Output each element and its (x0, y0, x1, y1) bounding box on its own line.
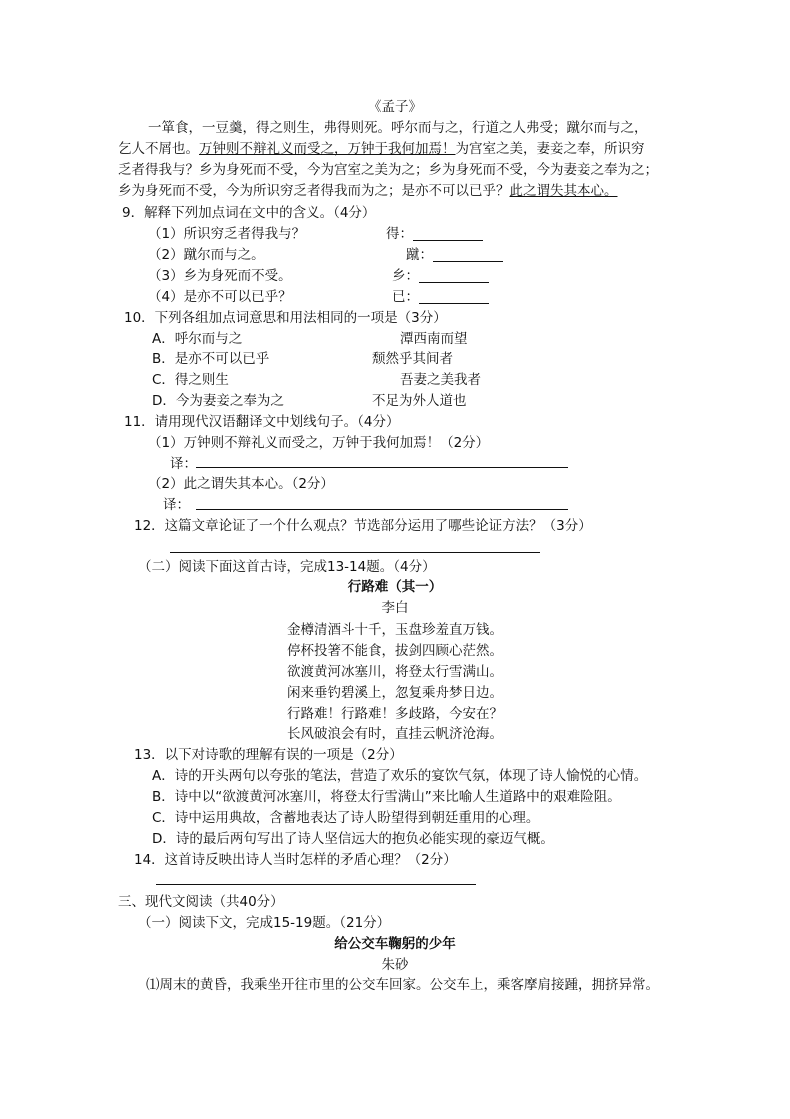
essay-title (0, 934, 790, 954)
q9-label: 蹴： (406, 247, 433, 263)
q10-option-d[interactable]: D．今为妻妾之奉为之 (152, 393, 284, 409)
question-10-stem: 10．下列各组加点词意思和用法相同的一项是（3分） (124, 310, 447, 326)
q13-option-b[interactable]: B．诗中以“欲渡黄河冰塞川，将登太行雪满山”来比喻人生道路中的艰难险阻。 (152, 789, 621, 805)
answer-line[interactable] (196, 509, 568, 510)
q10-option-c-compare: 吾妻之美我者 (400, 372, 481, 388)
q11-sentence-1: （1）万钟则不辩礼义而受之，万钟于我何加焉！（2分） (148, 435, 490, 451)
answer-blank[interactable] (413, 226, 483, 241)
q9-label: 已： (392, 289, 419, 305)
q9-answer-4[interactable] (392, 287, 489, 307)
underlined-sentence-1: 万钟则不辩礼义而受之，万钟于我何加焉！ (199, 141, 456, 157)
passage-text: 乞人不屑也。 (118, 141, 199, 157)
q10-option-c[interactable]: C．得之则生 (152, 372, 229, 388)
q9-label: 乡： (392, 268, 419, 284)
passage-line-4 (118, 181, 618, 201)
poem-line-2: 停杯投箸不能食，拔剑四顾心茫然。 (287, 643, 503, 659)
q10-option-a[interactable]: A．呼尔而与之 (152, 331, 243, 347)
passage-title: 《孟子》 (368, 99, 422, 115)
answer-line[interactable] (170, 552, 540, 553)
q9-label: 得： (386, 226, 413, 242)
poem-author: 李白 (381, 600, 409, 616)
q10-option-d-compare: 不足为外人道也 (372, 393, 467, 409)
q9-answer-1[interactable] (386, 224, 483, 244)
question-9-stem: 9．解释下列加点词在文中的含义。（4分） (122, 205, 376, 221)
poem-title-text: 行路难（其一） (347, 579, 443, 595)
passage-line-2 (118, 139, 645, 159)
section-3-sub: （一）阅读下文，完成15-19题。（21分） (138, 915, 391, 931)
passage-line-3: 乏者得我与？乡为身死而不受，今为宫室之美为之；乡为身死而不受，今为妻妾之奉为之； (118, 162, 658, 178)
q9-item-1: （1）所识穷乏者得我与？ (148, 226, 306, 242)
q11-sentence-2: （2）此之谓失其本心。（2分） (148, 476, 334, 492)
poem-title (0, 577, 790, 597)
passage-text: 乡为身死而不受，今为所识穷乏者得我而为之；是亦不可以已乎？ (118, 183, 510, 199)
q10-option-b[interactable]: B．是亦不可以已乎 (152, 351, 270, 367)
essay-paragraph-1: ⑴周末的黄昏，我乘坐开往市里的公交车回家。公交车上，乘客摩肩接踵，拥挤异常。 (146, 977, 659, 993)
underlined-sentence-2: 此之谓失其本心。 (509, 183, 618, 199)
answer-line[interactable] (156, 884, 476, 885)
passage-text: 为宫室之美，妻妾之奉，所识穷 (455, 141, 645, 157)
q11-translate-label-2: 译： (163, 497, 190, 513)
answer-blank[interactable] (419, 268, 489, 283)
q10-option-b-compare: 颓然乎其间者 (372, 351, 453, 367)
q9-answer-2[interactable] (406, 245, 503, 265)
q9-answer-3[interactable] (392, 266, 489, 286)
question-11-stem: 11．请用现代汉语翻译文中划线句子。（4分） (124, 414, 400, 430)
answer-blank[interactable] (419, 289, 489, 304)
q13-option-a[interactable]: A．诗的开头两句以夸张的笔法，营造了欢乐的宴饮气氛，体现了诗人愉悦的心情。 (152, 768, 648, 784)
question-13-stem: 13．以下对诗歌的理解有误的一项是（2分） (134, 747, 403, 763)
q10-option-a-compare: 潭西南而望 (400, 331, 468, 347)
answer-line[interactable] (196, 467, 568, 468)
q13-option-d[interactable]: D．诗的最后两句写出了诗人坚信远大的抱负必能实现的豪迈气概。 (152, 831, 554, 847)
poem-line-6: 长风破浪会有时，直挂云帆济沧海。 (287, 726, 503, 742)
essay-title-text: 给公交车鞠躬的少年 (334, 936, 456, 952)
q9-item-3: （3）乡为身死而不受。 (148, 268, 292, 284)
poem-line-4: 闲来垂钓碧溪上，忽复乘舟梦日边。 (287, 685, 503, 701)
passage-line-1: 一箪食，一豆羹，得之则生，弗得则死。呼尔而与之，行道之人弗受；蹴尔而与之， (148, 120, 648, 136)
poem-line-3: 欲渡黄河冰塞川，将登太行雪满山。 (287, 664, 503, 680)
question-14-stem: 14．这首诗反映出诗人当时怎样的矛盾心理？（2分） (134, 852, 457, 868)
essay-author: 朱砂 (381, 957, 409, 973)
question-12-stem: 12．这篇文章论证了一个什么观点？节选部分运用了哪些论证方法？（3分） (134, 518, 592, 534)
q11-translate-label-1: 译： (170, 456, 197, 472)
q13-option-c[interactable]: C．诗中运用典故，含蓄地表达了诗人盼望得到朝廷重用的心理。 (152, 810, 540, 826)
poem-line-1: 金樽清酒斗十千，玉盘珍羞直万钱。 (287, 622, 503, 638)
answer-blank[interactable] (433, 247, 503, 262)
q9-item-4: （4）是亦不可以已乎？ (148, 289, 292, 305)
section-3-heading: 三、现代文阅读（共40分） (118, 894, 284, 910)
q9-item-2: （2）蹴尔而与之。 (148, 247, 265, 263)
poem-section-intro: （二）阅读下面这首古诗，完成13-14题。（4分） (138, 559, 436, 575)
poem-line-5: 行路难！行路难！多歧路，今安在？ (287, 706, 503, 722)
